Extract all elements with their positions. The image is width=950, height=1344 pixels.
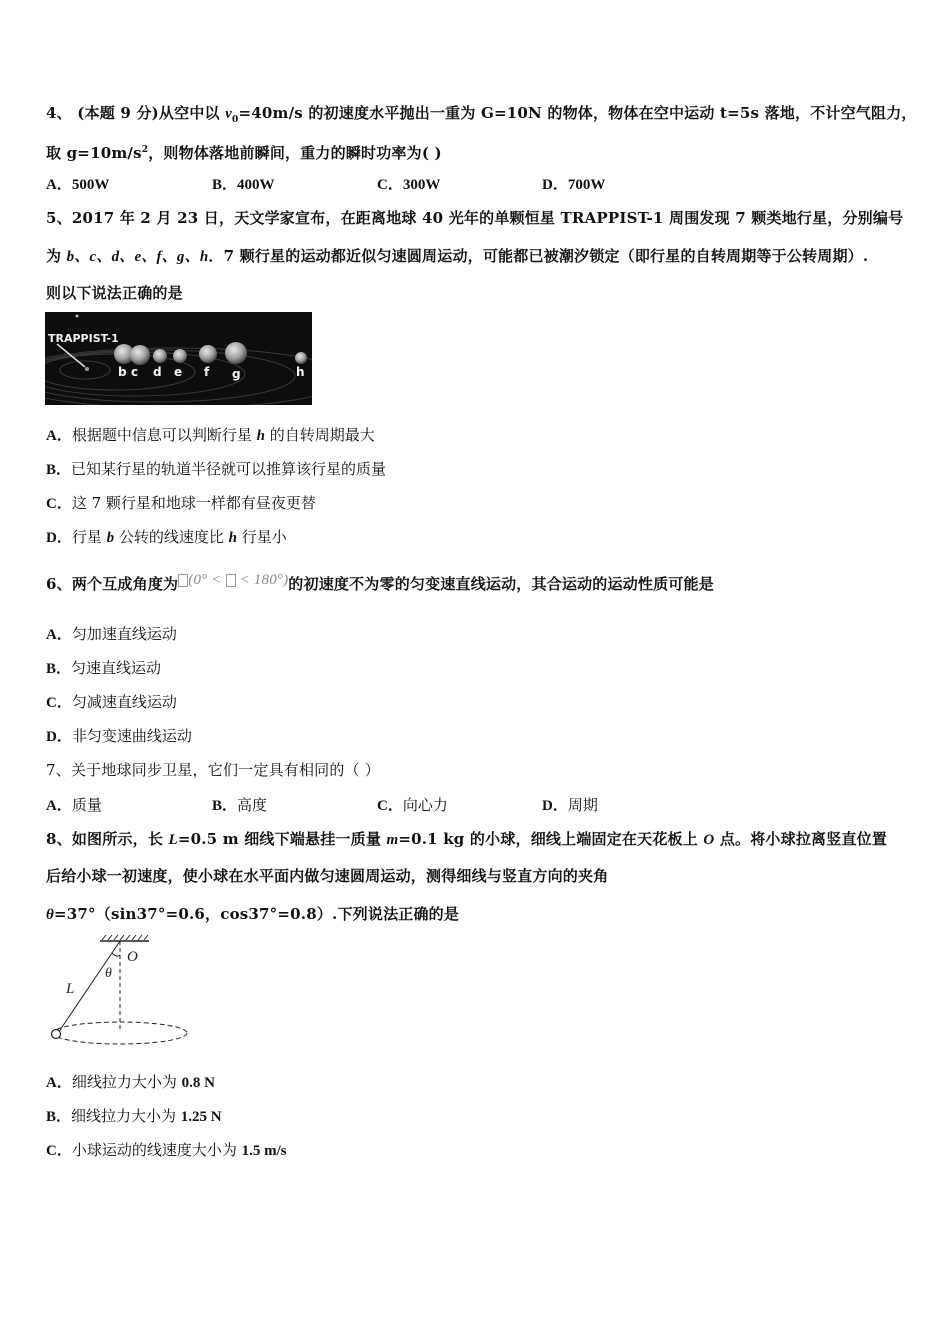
q8-option-a: A．细线拉力大小为 0.8 N bbox=[46, 1073, 215, 1091]
svg-text:h: h bbox=[296, 365, 305, 379]
q6-option-a: A．匀加速直线运动 bbox=[46, 625, 177, 643]
star-label: TRAPPIST-1 bbox=[48, 332, 119, 345]
q5-stem-line3: 则以下说法正确的是 bbox=[46, 284, 183, 302]
q4-option-b: B．400W bbox=[212, 177, 275, 193]
q4-option-d: D．700W bbox=[542, 177, 606, 193]
q8-stem-line2: 后给小球一初速度，使小球在水平面内做匀速圆周运动，测得细线与竖直方向的夹角 bbox=[46, 867, 609, 885]
angle-range-formula: (0° < < 180°) bbox=[178, 570, 288, 590]
svg-text:θ: θ bbox=[105, 966, 112, 981]
q4-option-a: A．500W bbox=[46, 177, 110, 193]
q5-stem-line2: 为 b、c、d、e、f、g、h．7 颗行星的运动都近似匀速圆周运动，可能都已被潮汐锁定（即行星的自转周期等于公转周期）. bbox=[46, 247, 869, 265]
svg-text:d: d bbox=[153, 365, 162, 379]
q6-option-d: D．非匀变速曲线运动 bbox=[46, 727, 192, 745]
svg-text:e: e bbox=[174, 365, 183, 379]
q6-stem: 6、两个互成角度为 (0° < < 180°)的初速度不为零的匀变速直线运动，其合运动的运动性质可能是 bbox=[46, 572, 714, 593]
pendulum-diagram bbox=[45, 933, 195, 1048]
q7-option-b: B．高度 bbox=[212, 796, 268, 814]
q5-option-d: D．行星 b 公转的线速度比 h 行星小 bbox=[46, 528, 287, 546]
q8-stem-line3: θ=37°（sin37°=0.6，cos37°=0.8）.下列说法正确的是 bbox=[46, 905, 460, 923]
q7-stem: 7、关于地球同步卫星，它们一定具有相同的（ ） bbox=[46, 761, 380, 779]
q7-option-d: D．周期 bbox=[542, 796, 598, 814]
q4-stem-line2: 取 $g=10m/s^2$，则物体落地前瞬间，重力的瞬时功率为( ) bbox=[46, 144, 442, 162]
q5-option-c: C．这 7 颗行星和地球一样都有昼夜更替 bbox=[46, 494, 316, 512]
q5-option-a: A．根据题中信息可以判断行星 h 的自转周期最大 bbox=[46, 426, 375, 444]
svg-text:f: f bbox=[204, 365, 210, 379]
svg-text:g: g bbox=[232, 367, 241, 381]
planet-system-illustration bbox=[45, 312, 312, 405]
q4-option-c: C．300W bbox=[377, 177, 441, 193]
svg-text:O: O bbox=[127, 949, 138, 965]
q4-stem-line1: 4、 (本题 9 分)从空中以 $v_0=40m/s$ 的初速度水平抛出一重为 G=10N 的物体，物体在空中运动 t=5s 落地，不计空气阻力， bbox=[46, 104, 917, 125]
trappist-1-figure bbox=[45, 312, 312, 405]
q5-option-b: B．已知某行星的轨道半径就可以推算该行星的质量 bbox=[46, 460, 387, 478]
conical-pendulum-figure bbox=[45, 933, 195, 1048]
svg-text:b: b bbox=[118, 365, 127, 379]
q6-option-b: B．匀速直线运动 bbox=[46, 659, 162, 677]
svg-text:c: c bbox=[131, 365, 139, 379]
q8-option-b: B．细线拉力大小为 1.25 N bbox=[46, 1107, 222, 1125]
q7-option-a: A．质量 bbox=[46, 796, 102, 814]
q6-option-c: C．匀减速直线运动 bbox=[46, 693, 177, 711]
q7-option-c: C．向心力 bbox=[377, 796, 448, 814]
q5-stem-line1: 5、2017 年 2 月 23 日，天文学家宣布，在距离地球 40 光年的单颗恒星 TRAPPIST-1 周围发现 7 颗类地行星，分别编号 bbox=[46, 209, 904, 227]
q8-option-c: C．小球运动的线速度大小为 1.5 m/s bbox=[46, 1141, 287, 1159]
svg-text:L: L bbox=[66, 981, 75, 997]
q8-stem-line1: 8、如图所示，长 L=0.5 m 细线下端悬挂一质量 m=0.1 kg 的小球，细线上端固定在天花板上 O 点。将小球拉离竖直位置 bbox=[46, 830, 888, 848]
